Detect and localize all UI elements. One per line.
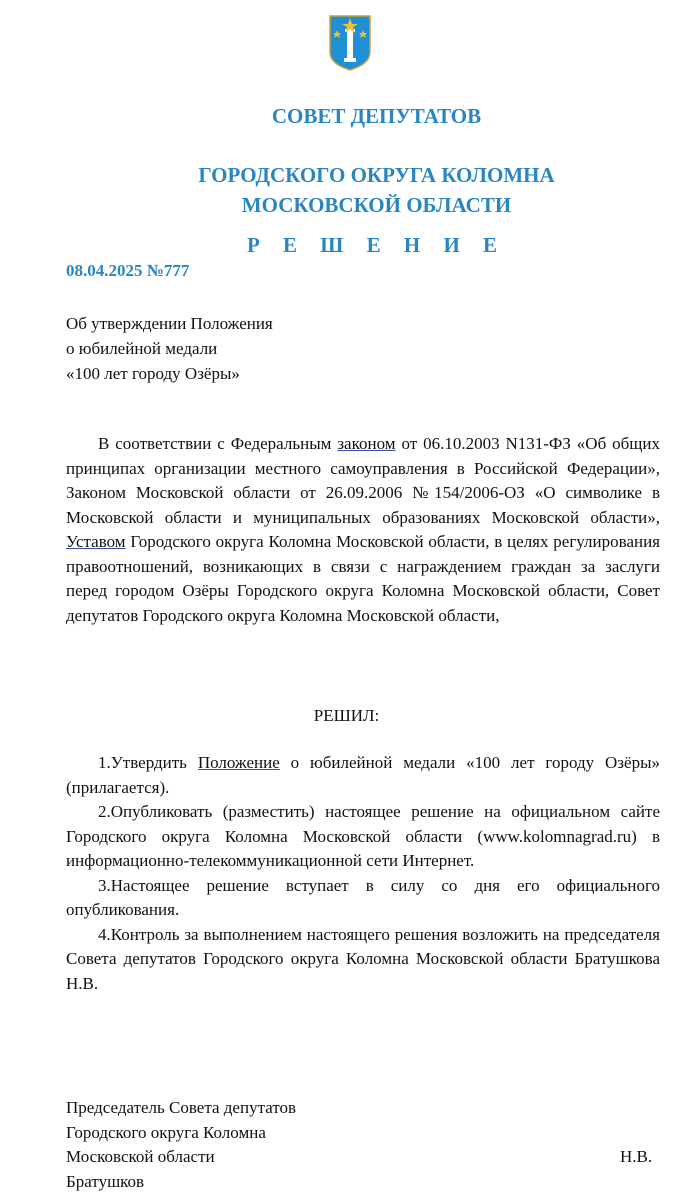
district-title <box>30 160 693 220</box>
law-link[interactable]: законом <box>337 434 396 453</box>
decision-item <box>66 751 660 800</box>
signature-initials: Н.В. <box>620 1147 653 1166</box>
coat-of-arms-icon <box>328 14 372 72</box>
subject-line: Об утверждении Положения <box>66 314 273 333</box>
subject-line: «100 лет городу Озёры» <box>66 364 240 383</box>
item-text: 1.Утвердить <box>98 753 198 772</box>
signature-line: Братушков <box>66 1171 145 1191</box>
preamble-paragraph <box>66 432 660 628</box>
decision-items <box>66 751 660 996</box>
decision-item: 2.Опубликовать (разместить) настоящее решение на официальном сайте Городского округа Коломна Московской области (www.kolomnagrad.ru) в информационно-телекоммуникационной сети Интернет. <box>66 802 660 870</box>
district-title-line: МОСКОВСКОЙ ОБЛАСТИ <box>241 193 512 217</box>
document-subject <box>66 311 273 386</box>
document-date-number: 08.04.2025 №777 <box>66 261 190 280</box>
regulation-link[interactable]: Положение <box>197 753 280 772</box>
document-type: Р Е Ш Е Н И Е <box>246 233 507 257</box>
preamble-text: Городского округа Коломна Московской области, в целях регулирования правоотношений, возникающих в связи с награждением граждан за заслуги перед городом Озёры Городского округа Коломна Московской области, Совет депутатов Городского округа Коломна Московской области, <box>66 532 660 625</box>
signature-line: Московской области <box>66 1147 215 1166</box>
decision-item: 3.Настоящее решение вступает в силу со дня его официального опубликования. <box>66 875 660 919</box>
item-text: о юбилейной медали «100 лет городу Озёры» (прилагается). <box>66 753 660 797</box>
signature-block <box>66 1096 296 1194</box>
resolved-heading: РЕШИЛ: <box>313 706 380 725</box>
district-title-line: ГОРОДСКОГО ОКРУГА КОЛОМНА <box>198 163 555 187</box>
signature-line: Председатель Совета депутатов <box>66 1098 297 1117</box>
preamble-text: от 06.10.2003 N131-ФЗ «Об общих принципах организации местного самоуправления в Российской Федерации», Законом Московской области от 26.09.2006 №154/2006-ОЗ «О символике в Московской области и муниципальных образованиях Московской области», <box>66 434 660 527</box>
subject-line: о юбилейной медали <box>66 339 218 358</box>
preamble-text: В соответствии с Федеральным <box>98 434 338 453</box>
council-title: СОВЕТ ДЕПУТАТОВ <box>271 104 482 128</box>
charter-link[interactable]: Уставом <box>66 532 126 551</box>
signature-line: Городского округа Коломна <box>66 1122 266 1142</box>
decision-item: 4.Контроль за выполнением настоящего решения возложить на председателя Совета депутатов Городского округа Коломна Московской области Братушкова Н.В. <box>66 924 660 993</box>
